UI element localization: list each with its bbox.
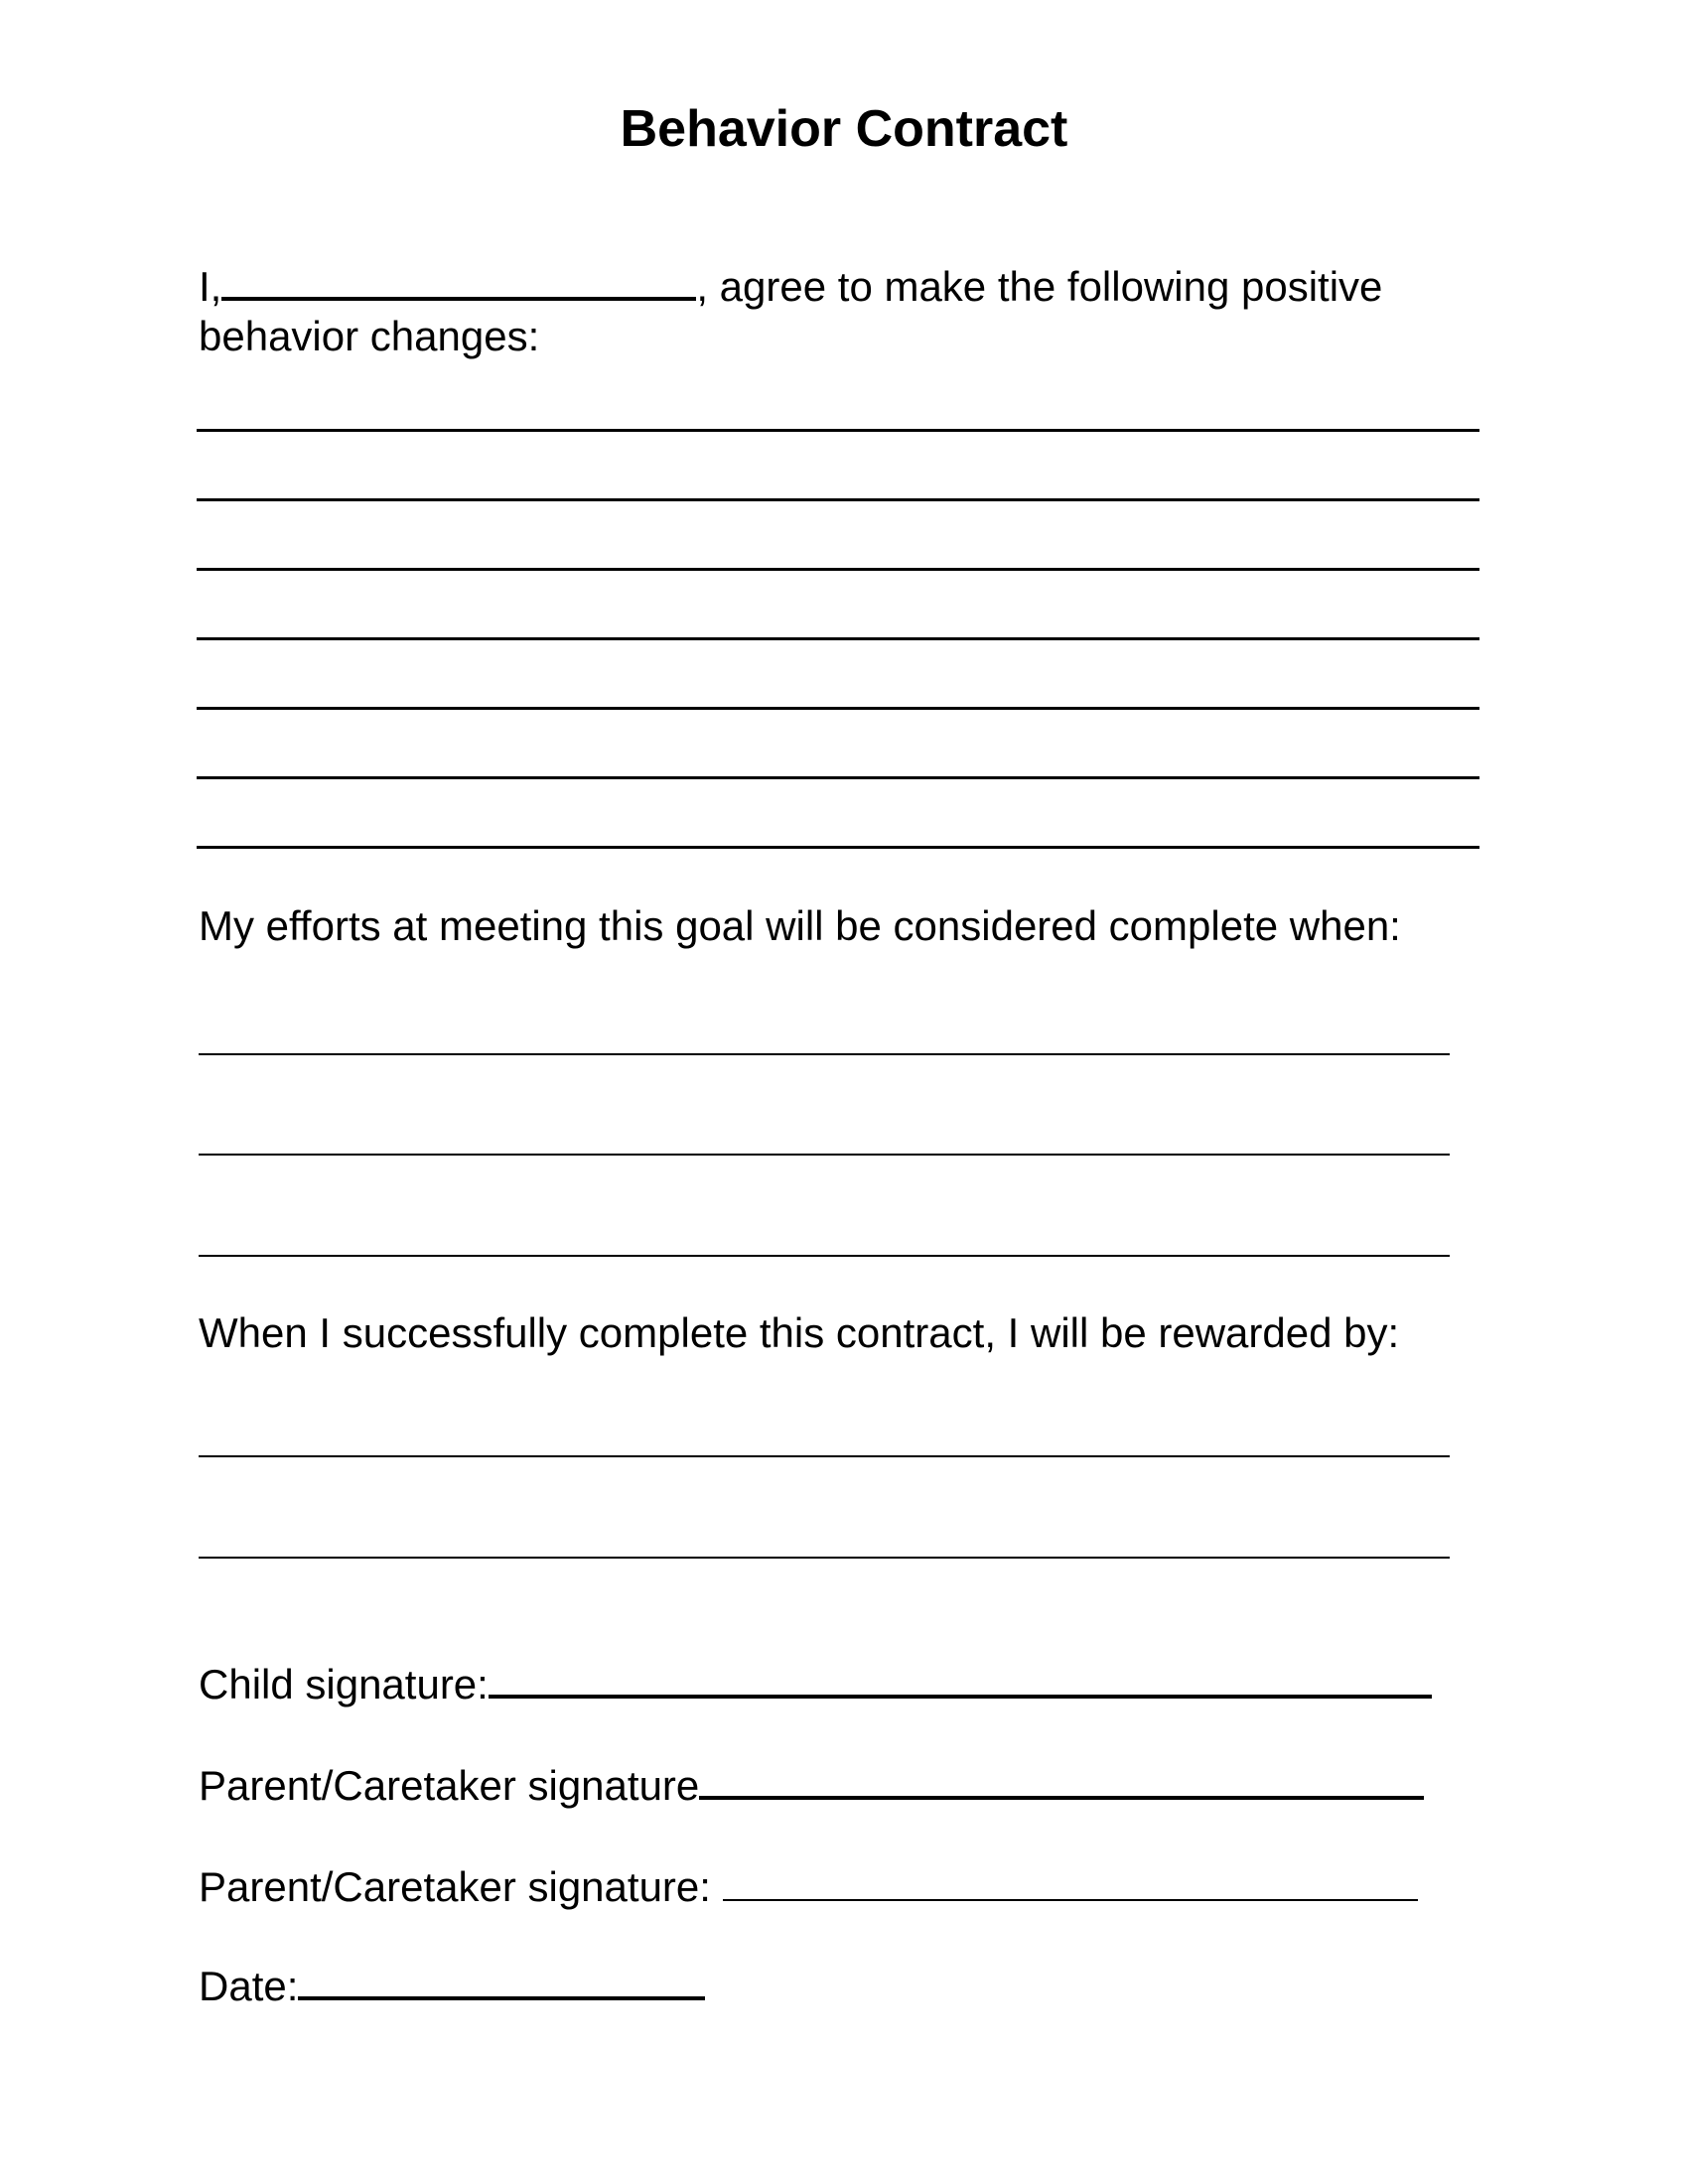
date-row (199, 1962, 705, 2011)
behavior-change-line-6[interactable] (197, 776, 1479, 779)
child-signature-label: Child signature: (199, 1661, 489, 1707)
parent-signature-label-1: Parent/Caretaker signature (199, 1762, 700, 1809)
date-field[interactable] (298, 1996, 705, 2000)
behavior-change-line-2[interactable] (197, 498, 1479, 501)
reward-prompt: When I successfully complete this contract, I will be rewarded by: (199, 1309, 1400, 1356)
goal-line-1[interactable] (199, 1053, 1450, 1055)
behavior-change-line-5[interactable] (197, 707, 1479, 710)
parent-signature-row-1 (199, 1761, 1424, 1811)
behavior-change-line-1[interactable] (197, 429, 1479, 432)
parent-signature-field-1[interactable] (699, 1796, 1424, 1800)
parent-signature-row-2 (199, 1862, 1418, 1912)
goal-prompt: My efforts at meeting this goal will be considered complete when: (199, 902, 1401, 949)
child-signature-row (199, 1660, 1432, 1709)
behavior-change-line-4[interactable] (197, 637, 1479, 640)
intro-line-1 (199, 262, 1382, 312)
goal-line-2[interactable] (199, 1154, 1450, 1156)
parent-signature-field-2[interactable] (723, 1899, 1418, 1901)
child-signature-field[interactable] (489, 1695, 1432, 1699)
reward-line-1[interactable] (199, 1455, 1450, 1457)
intro-line-2: behavior changes: (199, 313, 540, 359)
date-label: Date: (199, 1963, 299, 2009)
intro-suffix: , agree to make the following positive (696, 263, 1383, 310)
behavior-change-line-3[interactable] (197, 568, 1479, 571)
parent-signature-label-2: Parent/Caretaker signature: (199, 1863, 711, 1910)
behavior-change-line-7[interactable] (197, 846, 1479, 849)
page-title: Behavior Contract (620, 100, 1068, 158)
reward-line-2[interactable] (199, 1557, 1450, 1559)
goal-line-3[interactable] (199, 1255, 1450, 1257)
intro-prefix: I, (199, 263, 222, 310)
name-blank[interactable] (221, 297, 696, 301)
